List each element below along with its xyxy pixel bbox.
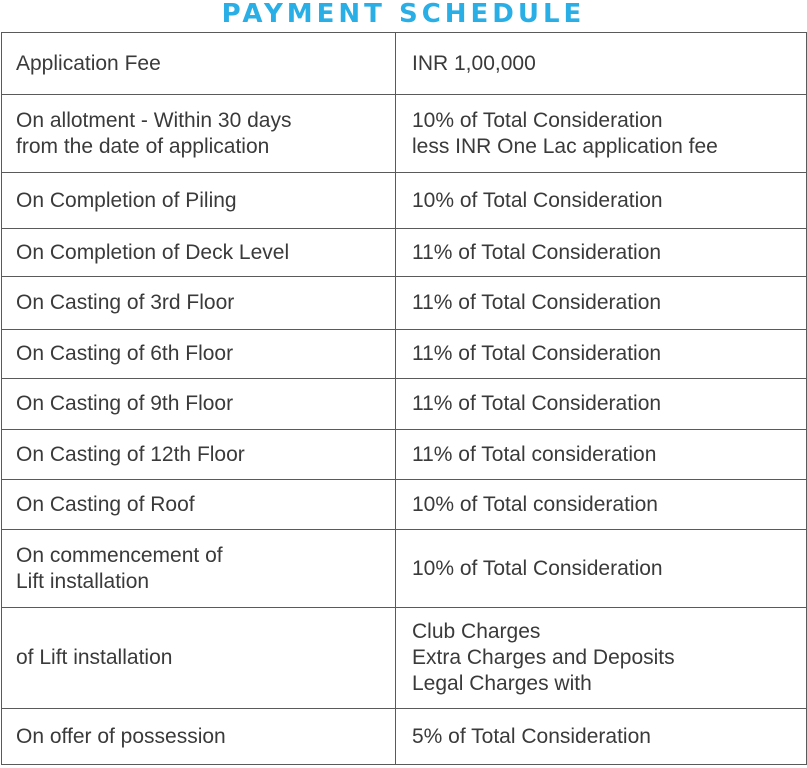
stage-cell: On Casting of 6th Floor: [2, 330, 396, 379]
stage-cell: On commencement of Lift installation: [2, 530, 396, 608]
stage-cell: On Completion of Piling: [2, 173, 396, 229]
stage-cell: On Casting of 3rd Floor: [2, 277, 396, 330]
amount-cell: 10% of Total Consideration: [396, 173, 807, 229]
table-row: [2, 229, 807, 277]
table-row: [2, 530, 807, 608]
amount-cell: 11% of Total Consideration: [396, 330, 807, 379]
amount-cell: 11% of Total Consideration: [396, 229, 807, 277]
stage-cell: On Casting of 9th Floor: [2, 379, 396, 430]
table-row: [2, 330, 807, 379]
amount-cell: 11% of Total Consideration: [396, 277, 807, 330]
table-row: [2, 608, 807, 709]
amount-cell: 10% of Total Consideration: [396, 530, 807, 608]
amount-cell: 11% of Total Consideration: [396, 379, 807, 430]
amount-cell: INR 1,00,000: [396, 33, 807, 95]
table-row: [2, 430, 807, 480]
stage-cell: On offer of possession: [2, 709, 396, 765]
table-row: [2, 480, 807, 530]
stage-cell: On Casting of Roof: [2, 480, 396, 530]
stage-cell: Application Fee: [2, 33, 396, 95]
stage-cell: On Completion of Deck Level: [2, 229, 396, 277]
stage-cell: of Lift installation: [2, 608, 396, 709]
table-row: [2, 95, 807, 173]
amount-cell: 10% of Total consideration: [396, 480, 807, 530]
table-row: [2, 379, 807, 430]
table-row: [2, 33, 807, 95]
amount-cell: 5% of Total Consideration: [396, 709, 807, 765]
table-row: [2, 709, 807, 765]
stage-cell: On allotment - Within 30 days from the date of application: [2, 95, 396, 173]
amount-cell: 11% of Total consideration: [396, 430, 807, 480]
table-row: [2, 173, 807, 229]
payment-schedule-table: [1, 32, 807, 765]
page-title: PAYMENT SCHEDULE: [221, 0, 586, 29]
amount-cell: Club Charges Extra Charges and Deposits Legal Charges with: [396, 608, 807, 709]
amount-cell: 10% of Total Consideration less INR One Lac application fee: [396, 95, 807, 173]
table-row: [2, 277, 807, 330]
stage-cell: On Casting of 12th Floor: [2, 430, 396, 480]
